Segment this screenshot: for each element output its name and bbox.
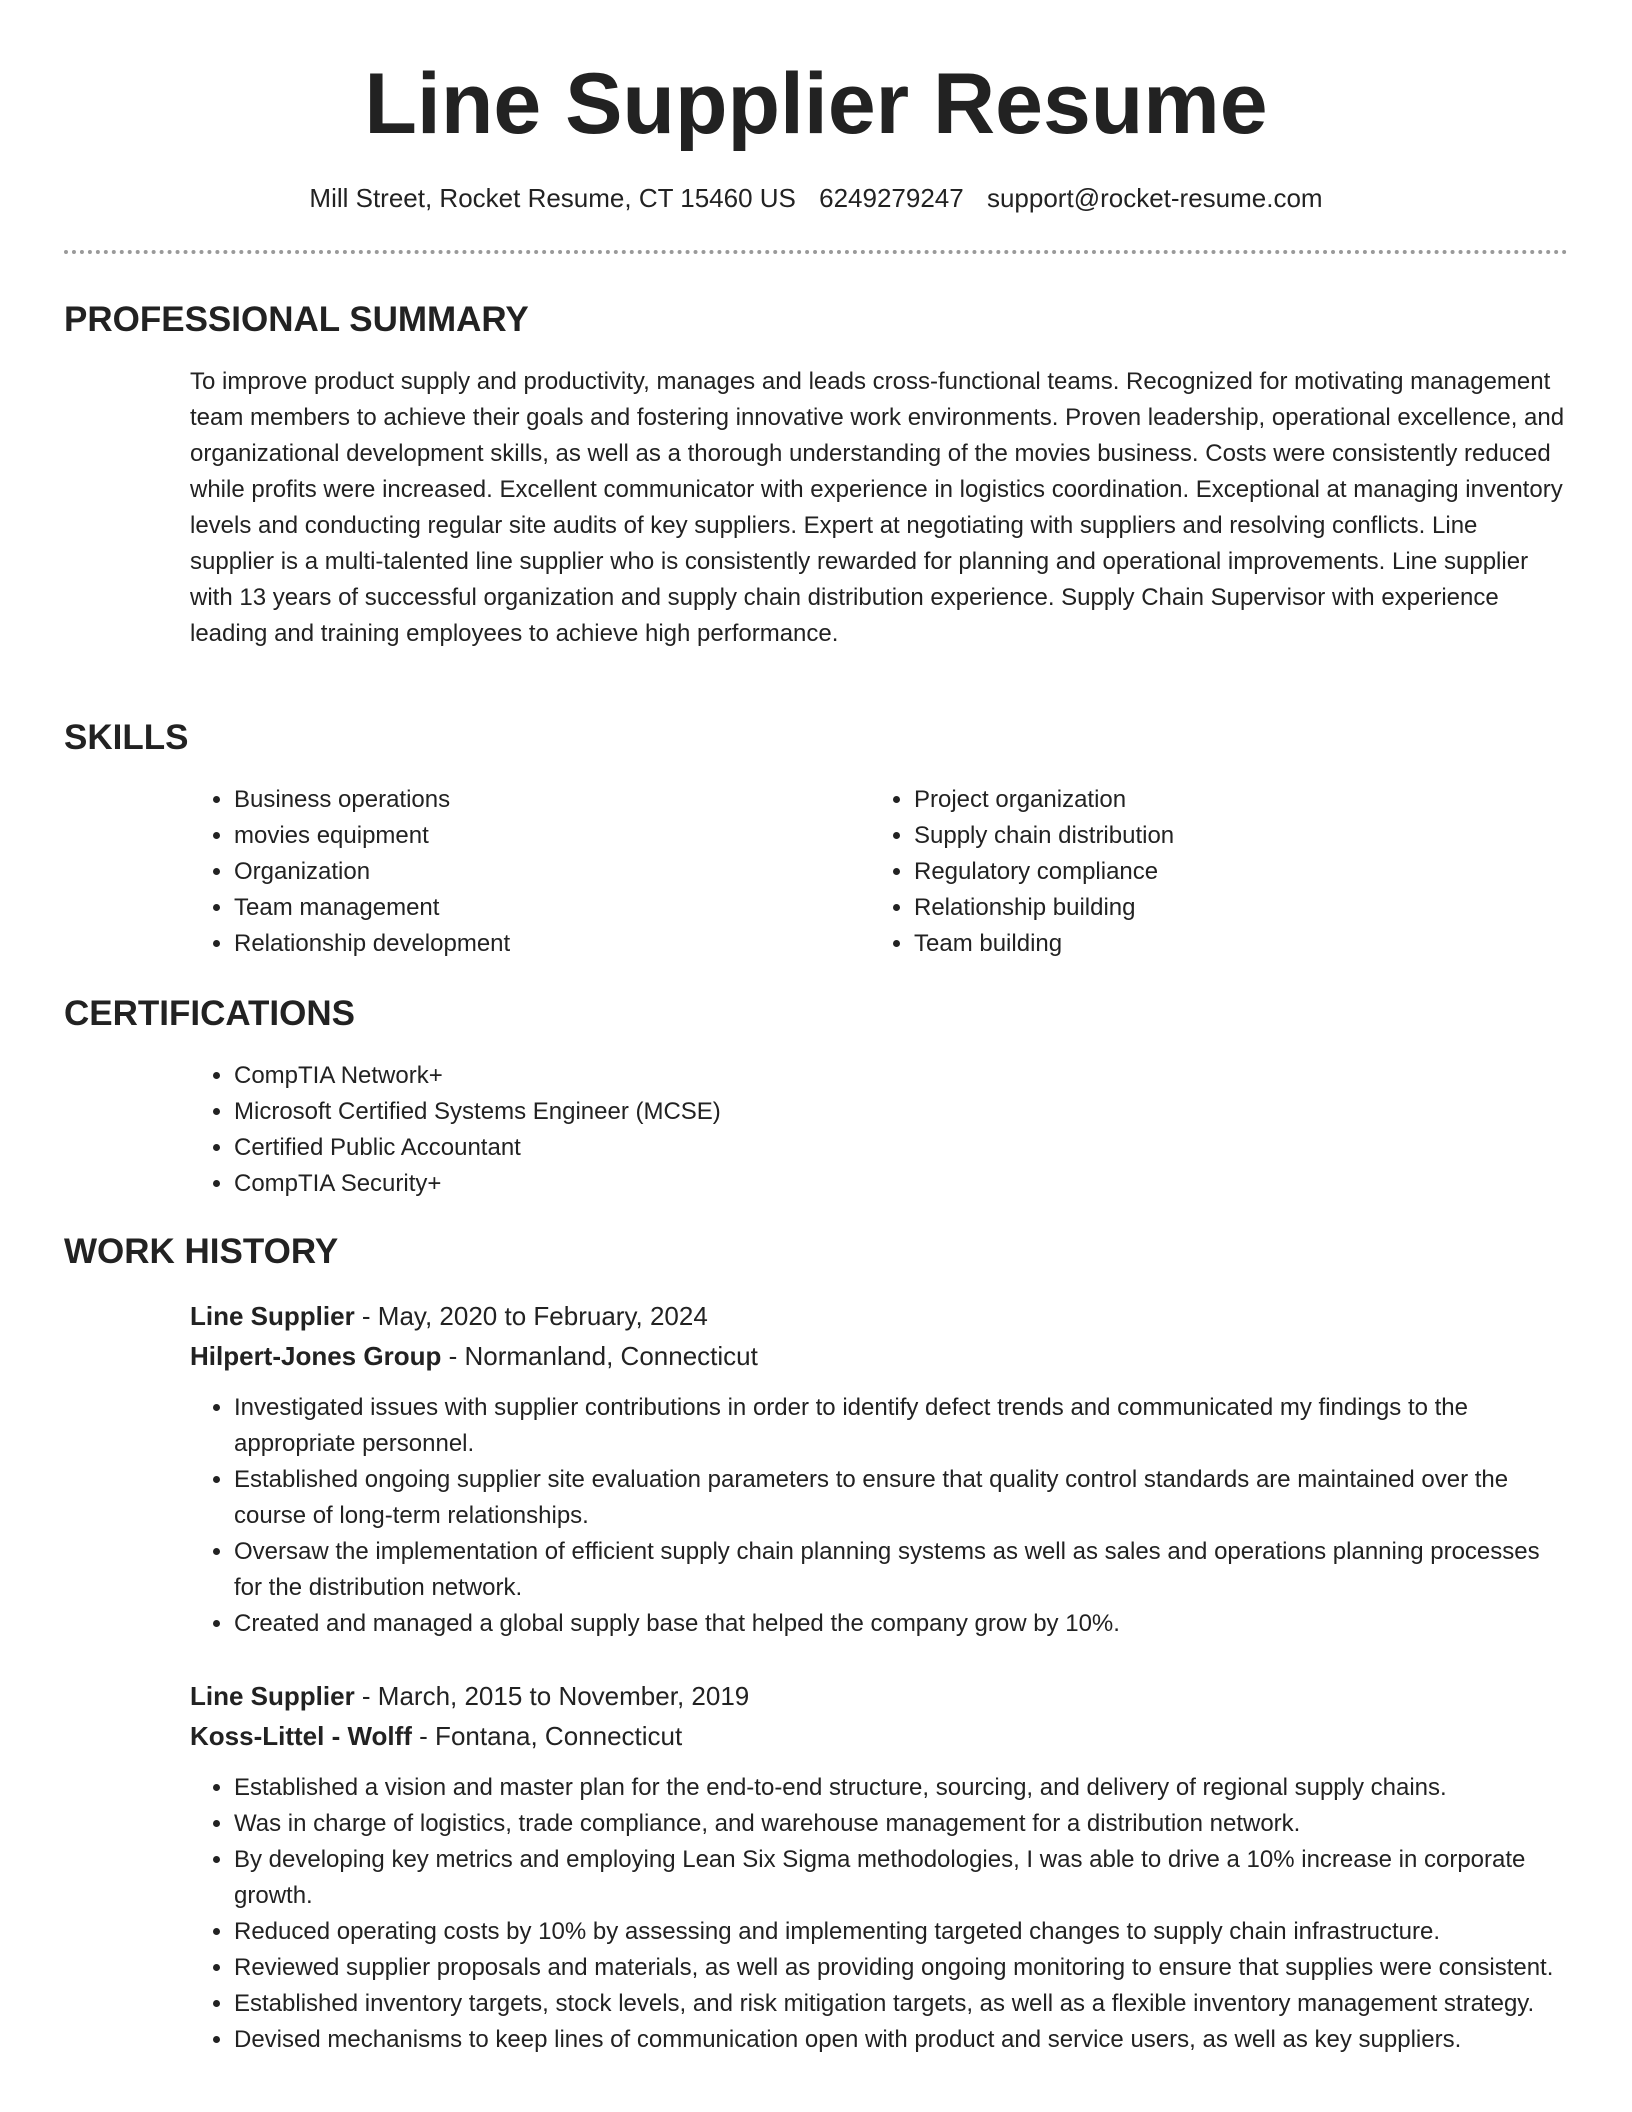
summary-section	[64, 298, 1568, 652]
certification-item: • CompTIA Security+	[234, 1166, 1568, 1202]
job-dates: - May, 2020 to February, 2024	[354, 1301, 708, 1331]
skill-item: • Relationship development	[234, 926, 850, 962]
contact-line	[0, 180, 1632, 216]
certification-item: • CompTIA Network+	[234, 1058, 1568, 1094]
summary-text: To improve product supply and productivity, manages and leads cross-functional teams. Recognized for motivating management team members to achieve their goals and fostering innovative work environments. Proven leadership, operational excellence, and organizational development skills, as well as a thorough understanding of the movies business. Costs were consistently reduced while profits were increased. Excellent communicator with experience in logistics coordination. Exceptional at managing inventory levels and conducting regular site audits of key suppliers. Expert at negotiating with suppliers and resolving conflicts. Line supplier is a multi-talented line supplier who is consistently rewarded for planning and operational improvements. Line supplier with 13 years of successful organization and supply chain distribution experience. Supply Chain Supervisor with experience leading and training employees to achieve high performance.	[190, 368, 1565, 647]
header-divider	[64, 250, 1568, 254]
certification-item: • Microsoft Certified Systems Engineer (MCSE)	[234, 1094, 1568, 1130]
job-2-bullet-wrap	[190, 1770, 1568, 2058]
job-bullet: • Investigated issues with supplier contributions in order to identify defect trends and communicated my findings to the appropriate personnel.	[234, 1390, 1568, 1462]
certifications-heading: CERTIFICATIONS	[64, 994, 356, 1033]
summary-heading: PROFESSIONAL SUMMARY	[64, 300, 529, 339]
skills-left-column	[190, 782, 850, 962]
work-history-section	[64, 1230, 1568, 1274]
skills-heading: SKILLS	[64, 718, 189, 757]
skill-item: • Regulatory compliance	[914, 854, 1530, 890]
job-bullet: • Established inventory targets, stock levels, and risk mitigation targets, as well as a flexible inventory management strategy.	[234, 1986, 1568, 2022]
resume-title: Line Supplier Resume	[364, 56, 1268, 152]
job-location: - Normanland, Connecticut	[441, 1341, 758, 1371]
work-history-heading: WORK HISTORY	[64, 1232, 339, 1271]
job-bullet: • By developing key metrics and employing Lean Six Sigma methodologies, I was able to drive a 10% increase in corporate growth.	[234, 1842, 1568, 1914]
skill-item: • Relationship building	[914, 890, 1530, 926]
job-entry-2	[64, 1676, 1568, 1756]
certifications-list	[190, 1058, 1568, 1202]
skill-item: • Organization	[234, 854, 850, 890]
job-bullet-list	[190, 1390, 1568, 1642]
skill-item: • Team building	[914, 926, 1530, 962]
job-bullet: • Devised mechanisms to keep lines of communication open with product and service users, as well as key suppliers.	[234, 2022, 1568, 2058]
skill-item: • Supply chain distribution	[914, 818, 1530, 854]
contact-address: Mill Street, Rocket Resume, CT 15460 US	[309, 183, 796, 213]
contact-email: support@rocket-resume.com	[986, 183, 1323, 213]
job-dates: - March, 2015 to November, 2019	[354, 1681, 750, 1711]
job-company: Koss-Littel - Wolff	[190, 1721, 412, 1751]
job-role: Line Supplier	[190, 1681, 355, 1711]
skills-left-list	[190, 782, 850, 962]
job-bullet-list	[190, 1770, 1568, 2058]
certification-item: • Certified Public Accountant	[234, 1130, 1568, 1166]
skills-right-column	[870, 782, 1530, 962]
job-role-line	[190, 1676, 1568, 1716]
skills-right-list	[870, 782, 1530, 962]
certifications-list-wrap	[190, 1058, 1568, 1202]
job-location: - Fontana, Connecticut	[411, 1721, 683, 1751]
job-bullet: • Was in charge of logistics, trade compliance, and warehouse management for a distribution network.	[234, 1806, 1568, 1842]
skill-item: • movies equipment	[234, 818, 850, 854]
skills-columns	[190, 782, 1568, 962]
job-2	[190, 1676, 1568, 1756]
job-bullet: • Reviewed supplier proposals and materials, as well as providing ongoing monitoring to ensure that supplies were consistent.	[234, 1950, 1568, 1986]
job-bullet: • Established a vision and master plan for the end-to-end structure, sourcing, and delivery of regional supply chains.	[234, 1770, 1568, 1806]
job-1-bullet-wrap	[190, 1390, 1568, 1642]
job-company: Hilpert-Jones Group	[190, 1341, 442, 1371]
job-role: Line Supplier	[190, 1301, 355, 1331]
job-bullet: • Established ongoing supplier site evaluation parameters to ensure that quality control standards are maintained over the course of long-term relationships.	[234, 1462, 1568, 1534]
skill-item: • Project organization	[914, 782, 1530, 818]
job-1	[190, 1296, 1568, 1376]
job-entry-1	[64, 1296, 1568, 1376]
certifications-section	[64, 992, 1568, 1202]
job-company-line	[190, 1716, 1568, 1756]
job-role-line	[190, 1296, 1568, 1336]
job-1-bullets	[64, 1390, 1568, 1642]
job-company-line	[190, 1336, 1568, 1376]
job-2-bullets	[64, 1770, 1568, 2058]
job-bullet: • Oversaw the implementation of efficient supply chain planning systems as well as sales and operations planning processes for the distribution network.	[234, 1534, 1568, 1606]
skill-item: • Business operations	[234, 782, 850, 818]
skills-section	[64, 716, 1568, 962]
contact-phone: 6249279247	[819, 183, 964, 213]
job-bullet: • Created and managed a global supply base that helped the company grow by 10%.	[234, 1606, 1568, 1642]
job-bullet: • Reduced operating costs by 10% by assessing and implementing targeted changes to supply chain infrastructure.	[234, 1914, 1568, 1950]
skill-item: • Team management	[234, 890, 850, 926]
